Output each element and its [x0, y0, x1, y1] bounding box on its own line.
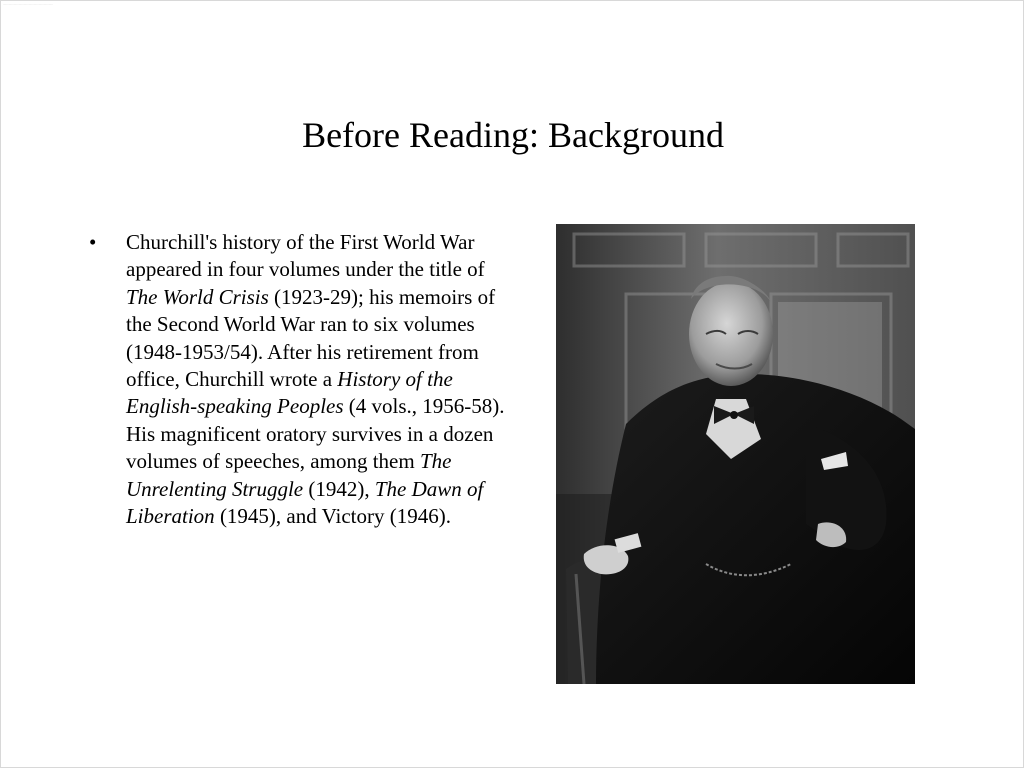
face — [689, 282, 773, 386]
portrait-photo-icon — [556, 224, 915, 684]
book-title-world-crisis: The World Crisis — [126, 284, 269, 309]
book-title-unrelenting-struggle: The Unrelenting Struggle — [126, 449, 452, 501]
bullet-text-part: (4 vols., 1956-58). His magnificent oratory survives in a dozen volumes of speeches, among them — [126, 394, 505, 474]
bullet-text — [126, 230, 505, 528]
book-title-dawn-of-liberation: The Dawn of Liberation — [126, 476, 484, 529]
bullet-text-part: (1923-29); his memoirs of the Second World War ran to six volumes (1948-1953/54). After his retirement from office, Churchill wrote a — [126, 284, 496, 392]
header-mark-text: ............................................................ — [3, 2, 54, 6]
bullet-text-part: (1945), and Victory (1946). — [214, 504, 451, 529]
book-title-history: History of the English-speaking Peoples — [126, 367, 453, 419]
bullet-text-part: Churchill's history of the First World War appeared in four volumes under the title of — [126, 230, 485, 282]
bullet-list — [89, 229, 509, 530]
bullet-text-part: (1942), — [303, 476, 375, 501]
slide-title: Before Reading: Background — [302, 115, 724, 155]
bullet-item — [89, 229, 509, 530]
bullet-icon: • — [89, 230, 97, 254]
header-mark — [3, 2, 73, 6]
